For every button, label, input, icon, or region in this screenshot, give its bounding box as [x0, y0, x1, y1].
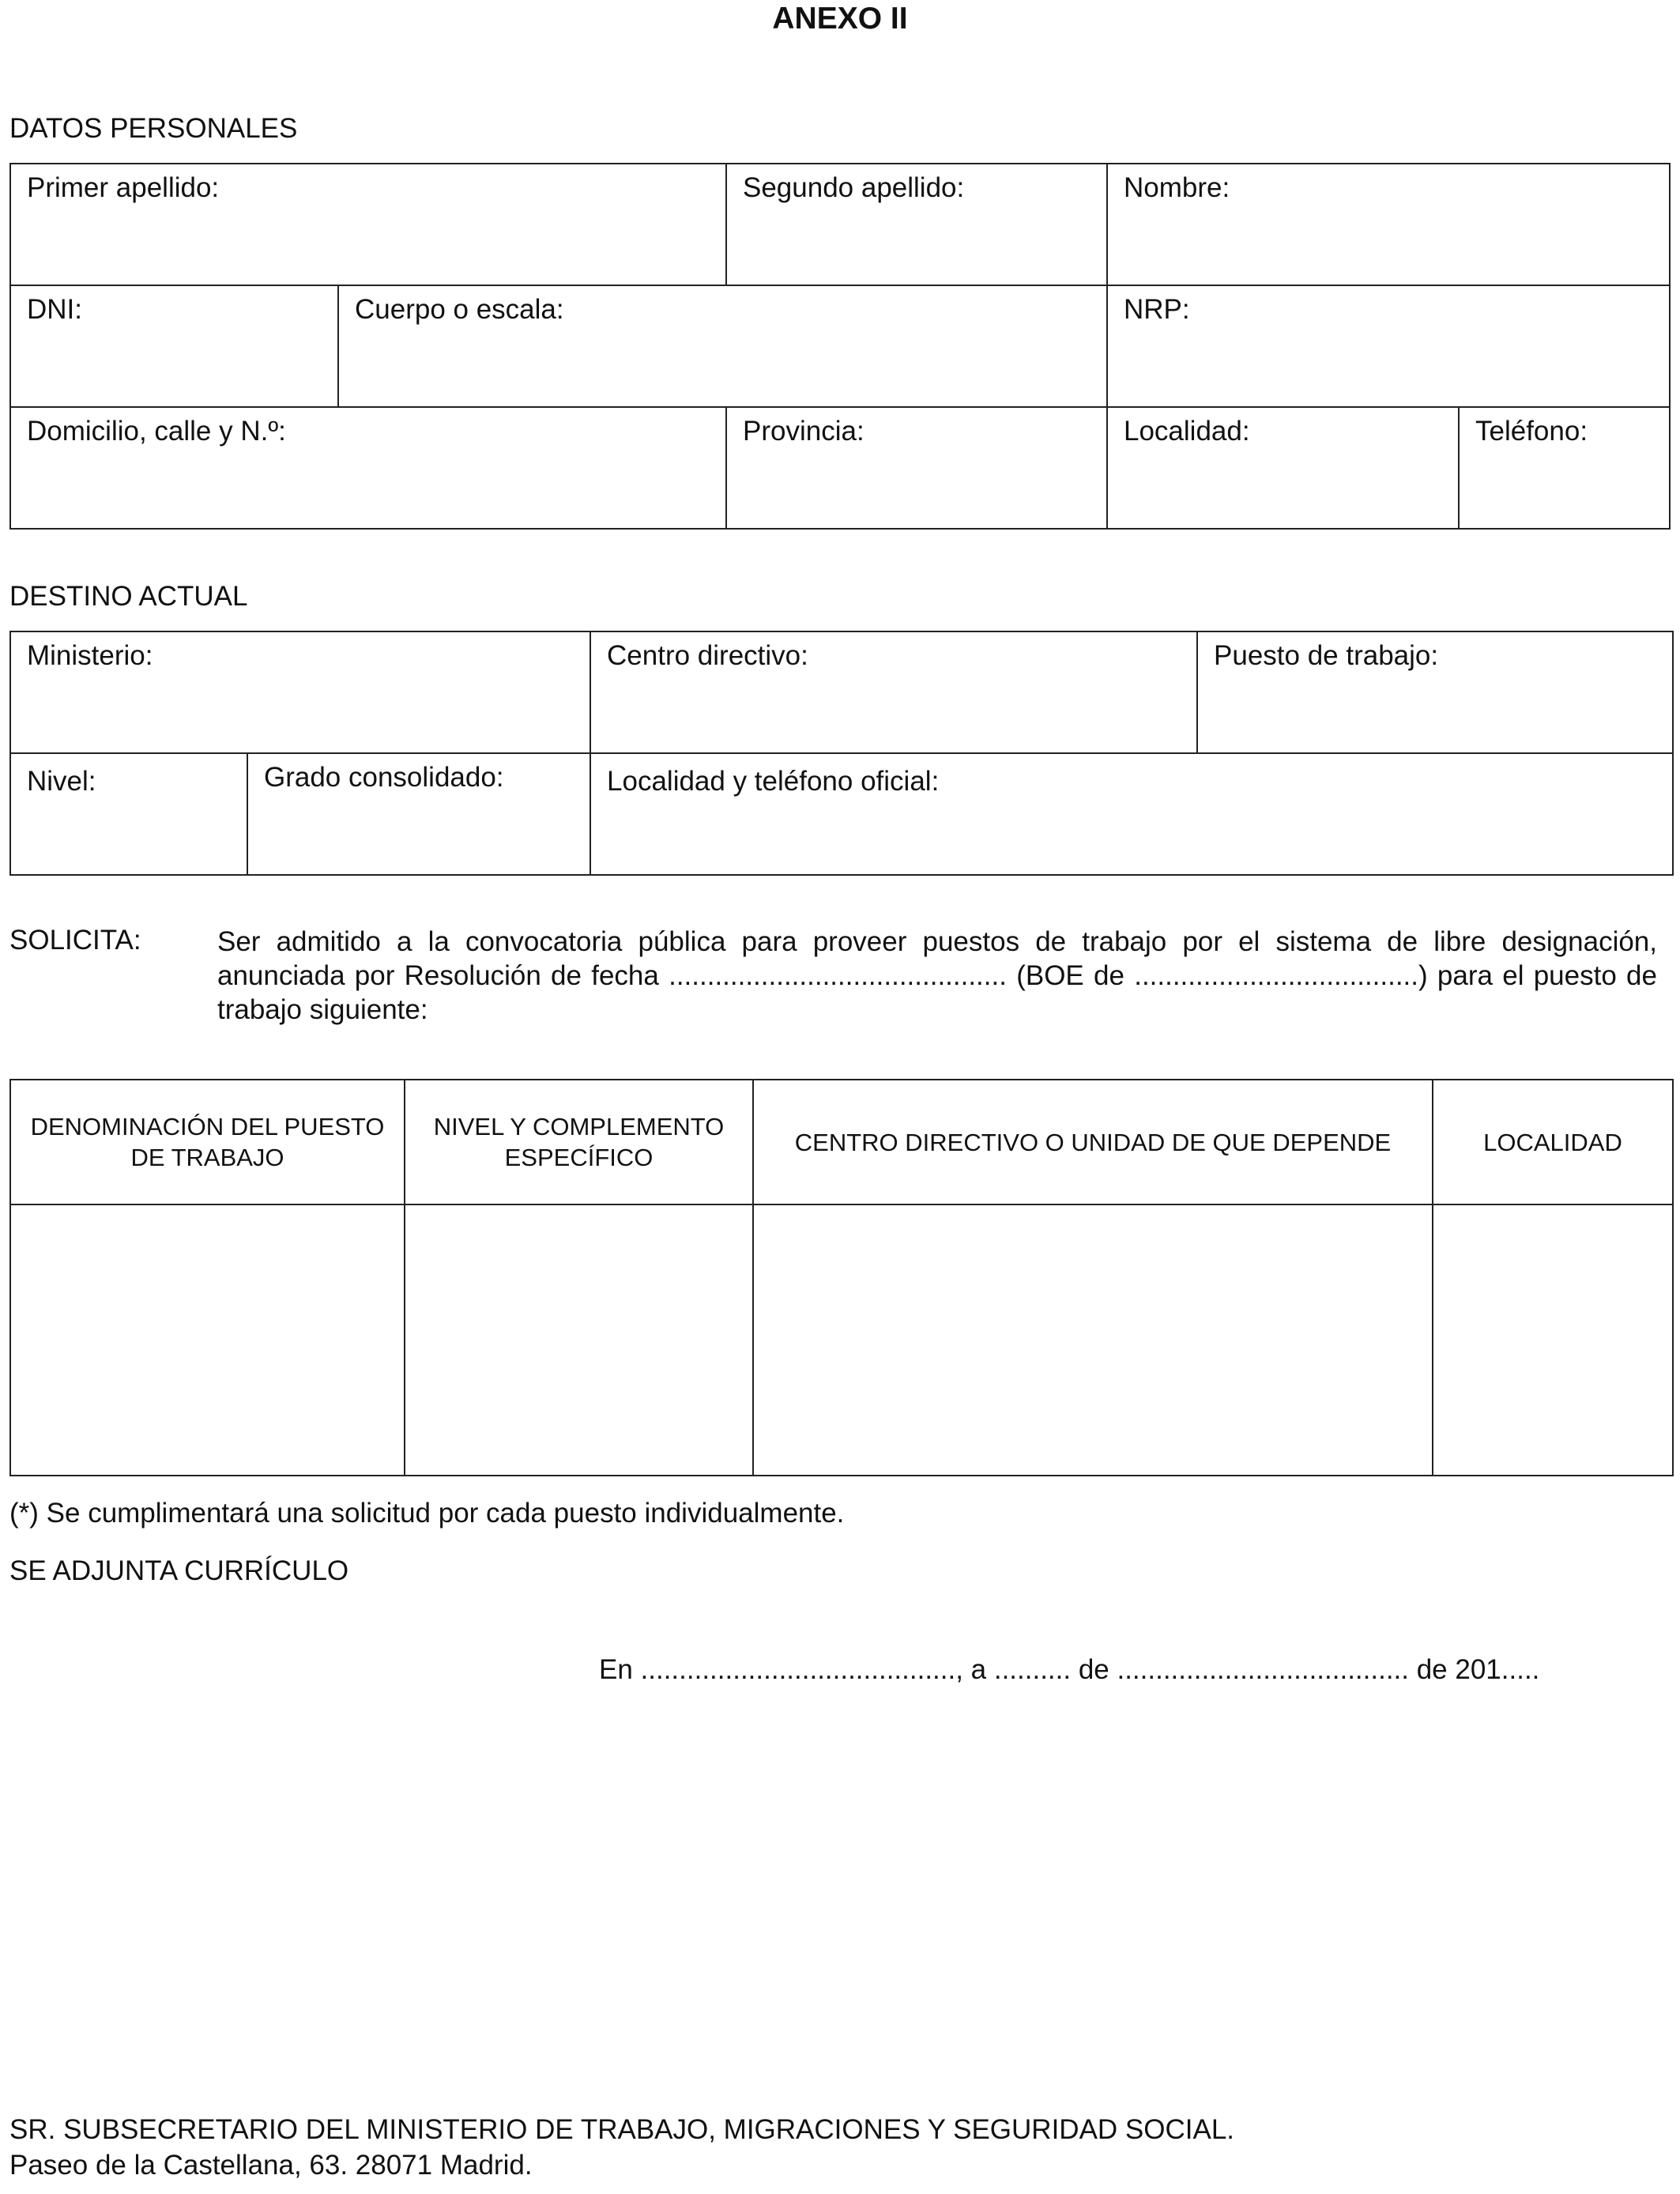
telefono-label: Teléfono:: [1475, 416, 1588, 447]
section-heading-personal: DATOS PERSONALES: [9, 113, 298, 144]
puesto-trabajo-field[interactable]: [1197, 631, 1673, 753]
dni-field[interactable]: [10, 285, 338, 407]
nivel-field[interactable]: [10, 753, 247, 875]
nivel-complemento-cell[interactable]: [405, 1204, 753, 1476]
provincia-field[interactable]: [726, 407, 1107, 529]
primer-apellido-field[interactable]: [10, 164, 726, 285]
localidad-cell[interactable]: [1433, 1204, 1673, 1476]
centro-directivo-label: Centro directivo:: [607, 640, 808, 671]
adjunta-curriculo: SE ADJUNTA CURRÍCULO: [9, 1555, 349, 1586]
provincia-label: Provincia:: [743, 416, 864, 447]
denominacion-cell[interactable]: [10, 1204, 405, 1476]
localidad-telefono-label: Localidad y teléfono oficial:: [607, 766, 940, 797]
nivel-label: Nivel:: [27, 766, 96, 797]
header-centro-directivo: CENTRO DIRECTIVO O UNIDAD DE QUE DEPENDE: [753, 1080, 1433, 1204]
header-nivel-complemento: NIVEL Y COMPLEMENTO ESPECÍFICO: [405, 1080, 753, 1204]
centro-directivo-field[interactable]: [590, 631, 1197, 753]
localidad-label: Localidad:: [1124, 416, 1250, 447]
localidad-telefono-field[interactable]: [590, 753, 1673, 875]
nrp-label: NRP:: [1124, 294, 1190, 325]
domicilio-field[interactable]: [10, 407, 726, 529]
localidad-field[interactable]: [1107, 407, 1459, 529]
personal-data-table: [9, 163, 1671, 530]
table-header-row: [10, 1080, 1673, 1204]
dni-label: DNI:: [27, 294, 82, 325]
domicilio-label: Domicilio, calle y N.º:: [27, 416, 286, 447]
nombre-field[interactable]: [1107, 164, 1670, 285]
grado-consolidado-label: Grado consolidado:: [264, 762, 504, 793]
header-localidad: LOCALIDAD: [1433, 1080, 1673, 1204]
segundo-apellido-field[interactable]: [726, 164, 1107, 285]
page-title: ANEXO II: [772, 2, 908, 36]
cuerpo-label: Cuerpo o escala:: [355, 294, 564, 325]
telefono-field[interactable]: [1459, 407, 1670, 529]
destino-table: [9, 631, 1674, 876]
centro-directivo-cell[interactable]: [753, 1204, 1433, 1476]
addressee-line: SR. SUBSECRETARIO DEL MINISTERIO DE TRABAJO, MIGRACIONES Y SEGURIDAD SOCIAL.: [9, 2114, 1235, 2145]
grado-consolidado-field[interactable]: [247, 753, 590, 875]
ministerio-label: Ministerio:: [27, 640, 153, 671]
solicita-text: Ser admitido a la convocatoria pública para proveer puestos de trabajo por el sistema de libre designación, anunciada por Resolución de fecha ............................................ (BOE de .....................................) para el puesto de trabajo siguiente:: [217, 926, 1657, 1025]
segundo-apellido-label: Segundo apellido:: [743, 172, 965, 203]
section-heading-destino: DESTINO ACTUAL: [9, 581, 248, 612]
ministerio-field[interactable]: [10, 631, 590, 753]
puestos-table: [9, 1079, 1674, 1476]
address-line: Paseo de la Castellana, 63. 28071 Madrid.: [9, 2150, 533, 2181]
header-denominacion: DENOMINACIÓN DEL PUESTO DE TRABAJO: [10, 1080, 405, 1204]
primer-apellido-label: Primer apellido:: [27, 172, 220, 203]
cuerpo-field[interactable]: [338, 285, 1107, 407]
footnote: (*) Se cumplimentará una solicitud por cada puesto individualmente.: [9, 1498, 845, 1529]
table-row: [10, 1204, 1673, 1476]
date-line: En ........................................., a .......... de ...................................... de 201.....: [599, 1654, 1540, 1685]
nombre-label: Nombre:: [1124, 172, 1230, 203]
nrp-field[interactable]: [1107, 285, 1670, 407]
solicita-label: SOLICITA:: [9, 925, 141, 956]
puesto-trabajo-label: Puesto de trabajo:: [1214, 640, 1439, 671]
